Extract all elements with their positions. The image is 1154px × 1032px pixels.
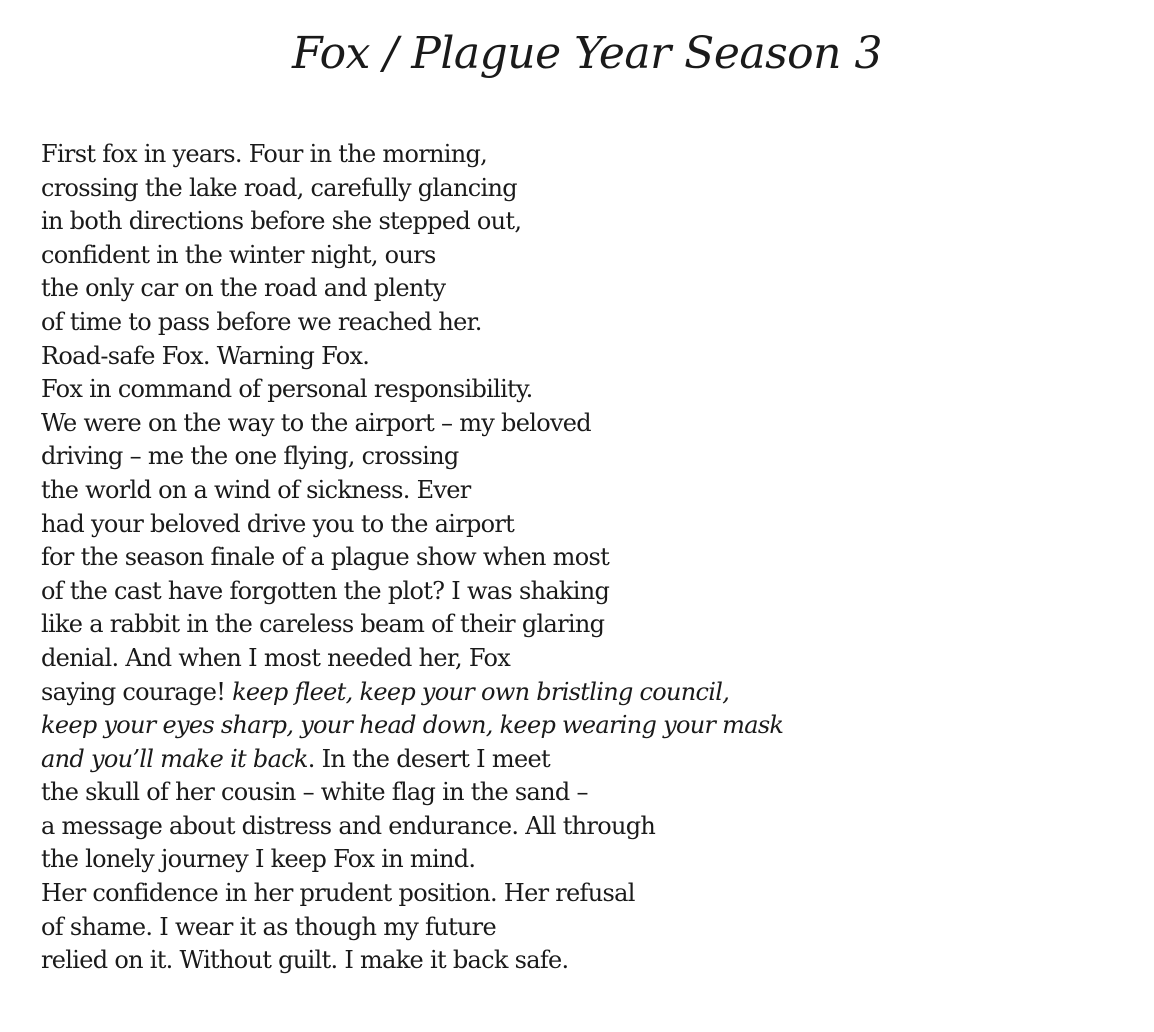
italic-text: keep fleet, keep your own bristling council, xyxy=(232,677,730,706)
poem-line: for the season finale of a plague show when most xyxy=(41,543,610,572)
poem-line: crossing the lake road, carefully glancing xyxy=(41,173,517,202)
poem-body xyxy=(41,138,783,978)
poem-line: Road-safe Fox. Warning Fox. xyxy=(41,341,370,370)
poem-line: We were on the way to the airport – my beloved xyxy=(41,408,591,437)
italic-text: and you’ll make it back xyxy=(41,744,308,773)
poem-line: a message about distress and endurance. All through xyxy=(41,811,656,840)
poem-line: like a rabbit in the careless beam of their glaring xyxy=(41,610,605,639)
poem-line: Her confidence in her prudent position. Her refusal xyxy=(41,879,635,908)
poem-line: Fox in command of personal responsibility. xyxy=(41,375,533,404)
poem-line: of time to pass before we reached her. xyxy=(41,307,482,336)
poem-line: confident in the winter night, ours xyxy=(41,240,436,269)
poem-title: Fox / Plague Year Season 3 xyxy=(292,28,882,79)
poem-line: the lonely journey I keep Fox in mind. xyxy=(41,845,476,874)
poem-line: and you’ll make it back. In the desert I meet xyxy=(41,744,550,773)
poem-line: saying courage! keep fleet, keep your own bristling council, xyxy=(41,677,730,706)
poem-line: had your beloved drive you to the airport xyxy=(41,509,515,538)
poem-line: of the cast have forgotten the plot? I was shaking xyxy=(41,576,610,605)
poem-line: in both directions before she stepped out, xyxy=(41,207,522,236)
poem-line: First fox in years. Four in the morning, xyxy=(41,140,488,168)
poem-line: denial. And when I most needed her, Fox xyxy=(41,643,511,672)
poem-line: driving – me the one flying, crossing xyxy=(41,442,459,471)
poem-line: the skull of her cousin – white flag in the sand – xyxy=(41,778,588,807)
poem-line: the world on a wind of sickness. Ever xyxy=(41,475,471,504)
poem-line: relied on it. Without guilt. I make it back safe. xyxy=(41,946,569,975)
poem-line xyxy=(41,709,783,743)
poem-line: of shame. I wear it as though my future xyxy=(41,912,496,941)
italic-text: keep your eyes sharp, your head down, keep wearing your mask xyxy=(41,711,784,740)
poem-line: the only car on the road and plenty xyxy=(41,274,446,303)
